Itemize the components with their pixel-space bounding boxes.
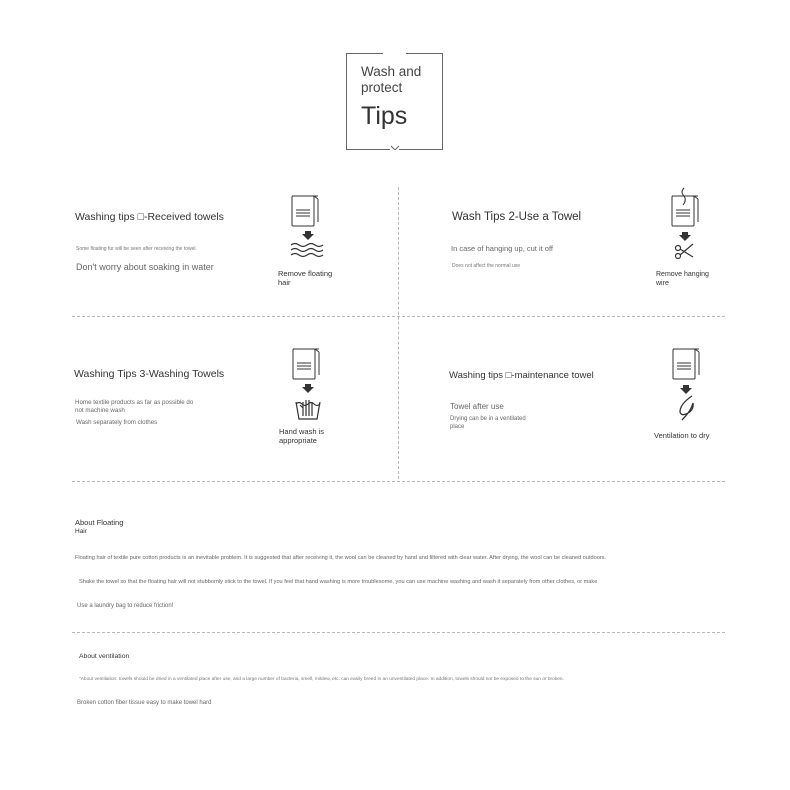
tip3-body [75,399,193,415]
tip2-caption [656,271,709,288]
tip4-body2-line1: Drying can be in a ventilated [450,416,526,422]
tip3-icons [288,346,328,424]
ventilation-paragraph-2: Broken cotton fiber tissue easy to make towel hard [77,700,212,706]
tip4-caption: Ventilation to dry [654,431,710,440]
tip1-note: Some floating fur will be seen after receiving the towel. [76,246,197,252]
tip3-caption [279,428,324,445]
tip1-icons [288,192,328,262]
tip2-body: In case of hanging up, cut it off [451,244,554,253]
tip1-caption-line2: hair [278,277,291,287]
towel-hanging-thread-icon [672,188,698,226]
tip3-body-line1: Home textile products as far as possible do [75,399,194,406]
tip3-body2: Wash separately from clothes [76,419,158,426]
floating-title [75,518,123,536]
floating-paragraph-2: Shake the towel so that the floating hair will not stubbornly stick to the towel. If you feel that hand washing is more troublesome, you can use machine washing and wash it separately from other clothes, or make [79,579,598,585]
header-title: Tips [361,102,408,130]
tip4-body2-line2: place [450,423,465,430]
ventilation-paragraph-1: "About ventilation: towels should be dried in a ventilated place after use, and a large number of bacteria, smell, mildew, etc. can easily breed in an unventilated place. In addition, towels should not be exposed to the sun or broken. [79,677,564,682]
tip1-title: Washing tips □-Received towels [75,211,224,223]
floating-title-line2: Hair [75,528,87,535]
air-flow-icon [680,396,693,420]
header-subtitle-line2: protect [361,80,403,95]
tip4-body: Towel after use [450,402,504,411]
tip1-caption [278,270,332,287]
tip2-icons [667,185,707,265]
hand-wash-icon [296,400,320,419]
section-divider [72,632,725,633]
floating-title-line1: About Floating [75,518,124,527]
tip3-body-line2: not machine wash [75,407,125,414]
tip3-caption-line2: appropriate [279,435,317,445]
water-waves-icon [291,244,323,257]
tip1-body: Don't worry about soaking in water [76,262,214,272]
ventilation-title: About ventilation [79,653,130,660]
floating-paragraph-1: Floating hair of textile pure cotton products is an inevitable problem. It is suggested that after receiving it, the wool can be cleaned by hand and filtered with clear water. After drying, the wool can be cleaned outdoors. [75,555,607,561]
floating-paragraph-3: Use a laundry bag to reduce friction! [77,603,174,609]
arrow-down-icon [679,232,691,241]
towel-icon [673,349,699,379]
arrow-down-icon [680,385,692,394]
tip4-body2 [450,416,526,431]
arrow-down-icon [302,231,314,240]
section-divider [72,481,725,482]
header-subtitle-line1: Wash and [361,64,422,79]
tip3-caption-line1: Hand wash is [279,427,325,436]
tip4-icons [668,345,708,427]
header-subtitle [361,64,441,96]
tip2-caption-line2: wire [656,279,669,287]
tip2-note: Does not affect the normal use [452,263,521,269]
tip3-title: Washing Tips 3-Washing Towels [74,368,225,380]
grid-horizontal-divider [72,316,725,317]
tip2-title: Wash Tips 2-Use a Towel [452,211,582,223]
grid-vertical-divider [398,187,399,479]
scissors-icon [676,244,694,259]
tip2-caption-line1: Remove hanging [656,271,709,278]
arrow-down-icon [302,384,314,393]
tip4-title: Washing tips □-maintenance towel [449,370,594,381]
towel-icon [293,349,319,379]
towel-icon [292,196,318,226]
tip1-caption-line1: Remove floating [278,269,333,278]
